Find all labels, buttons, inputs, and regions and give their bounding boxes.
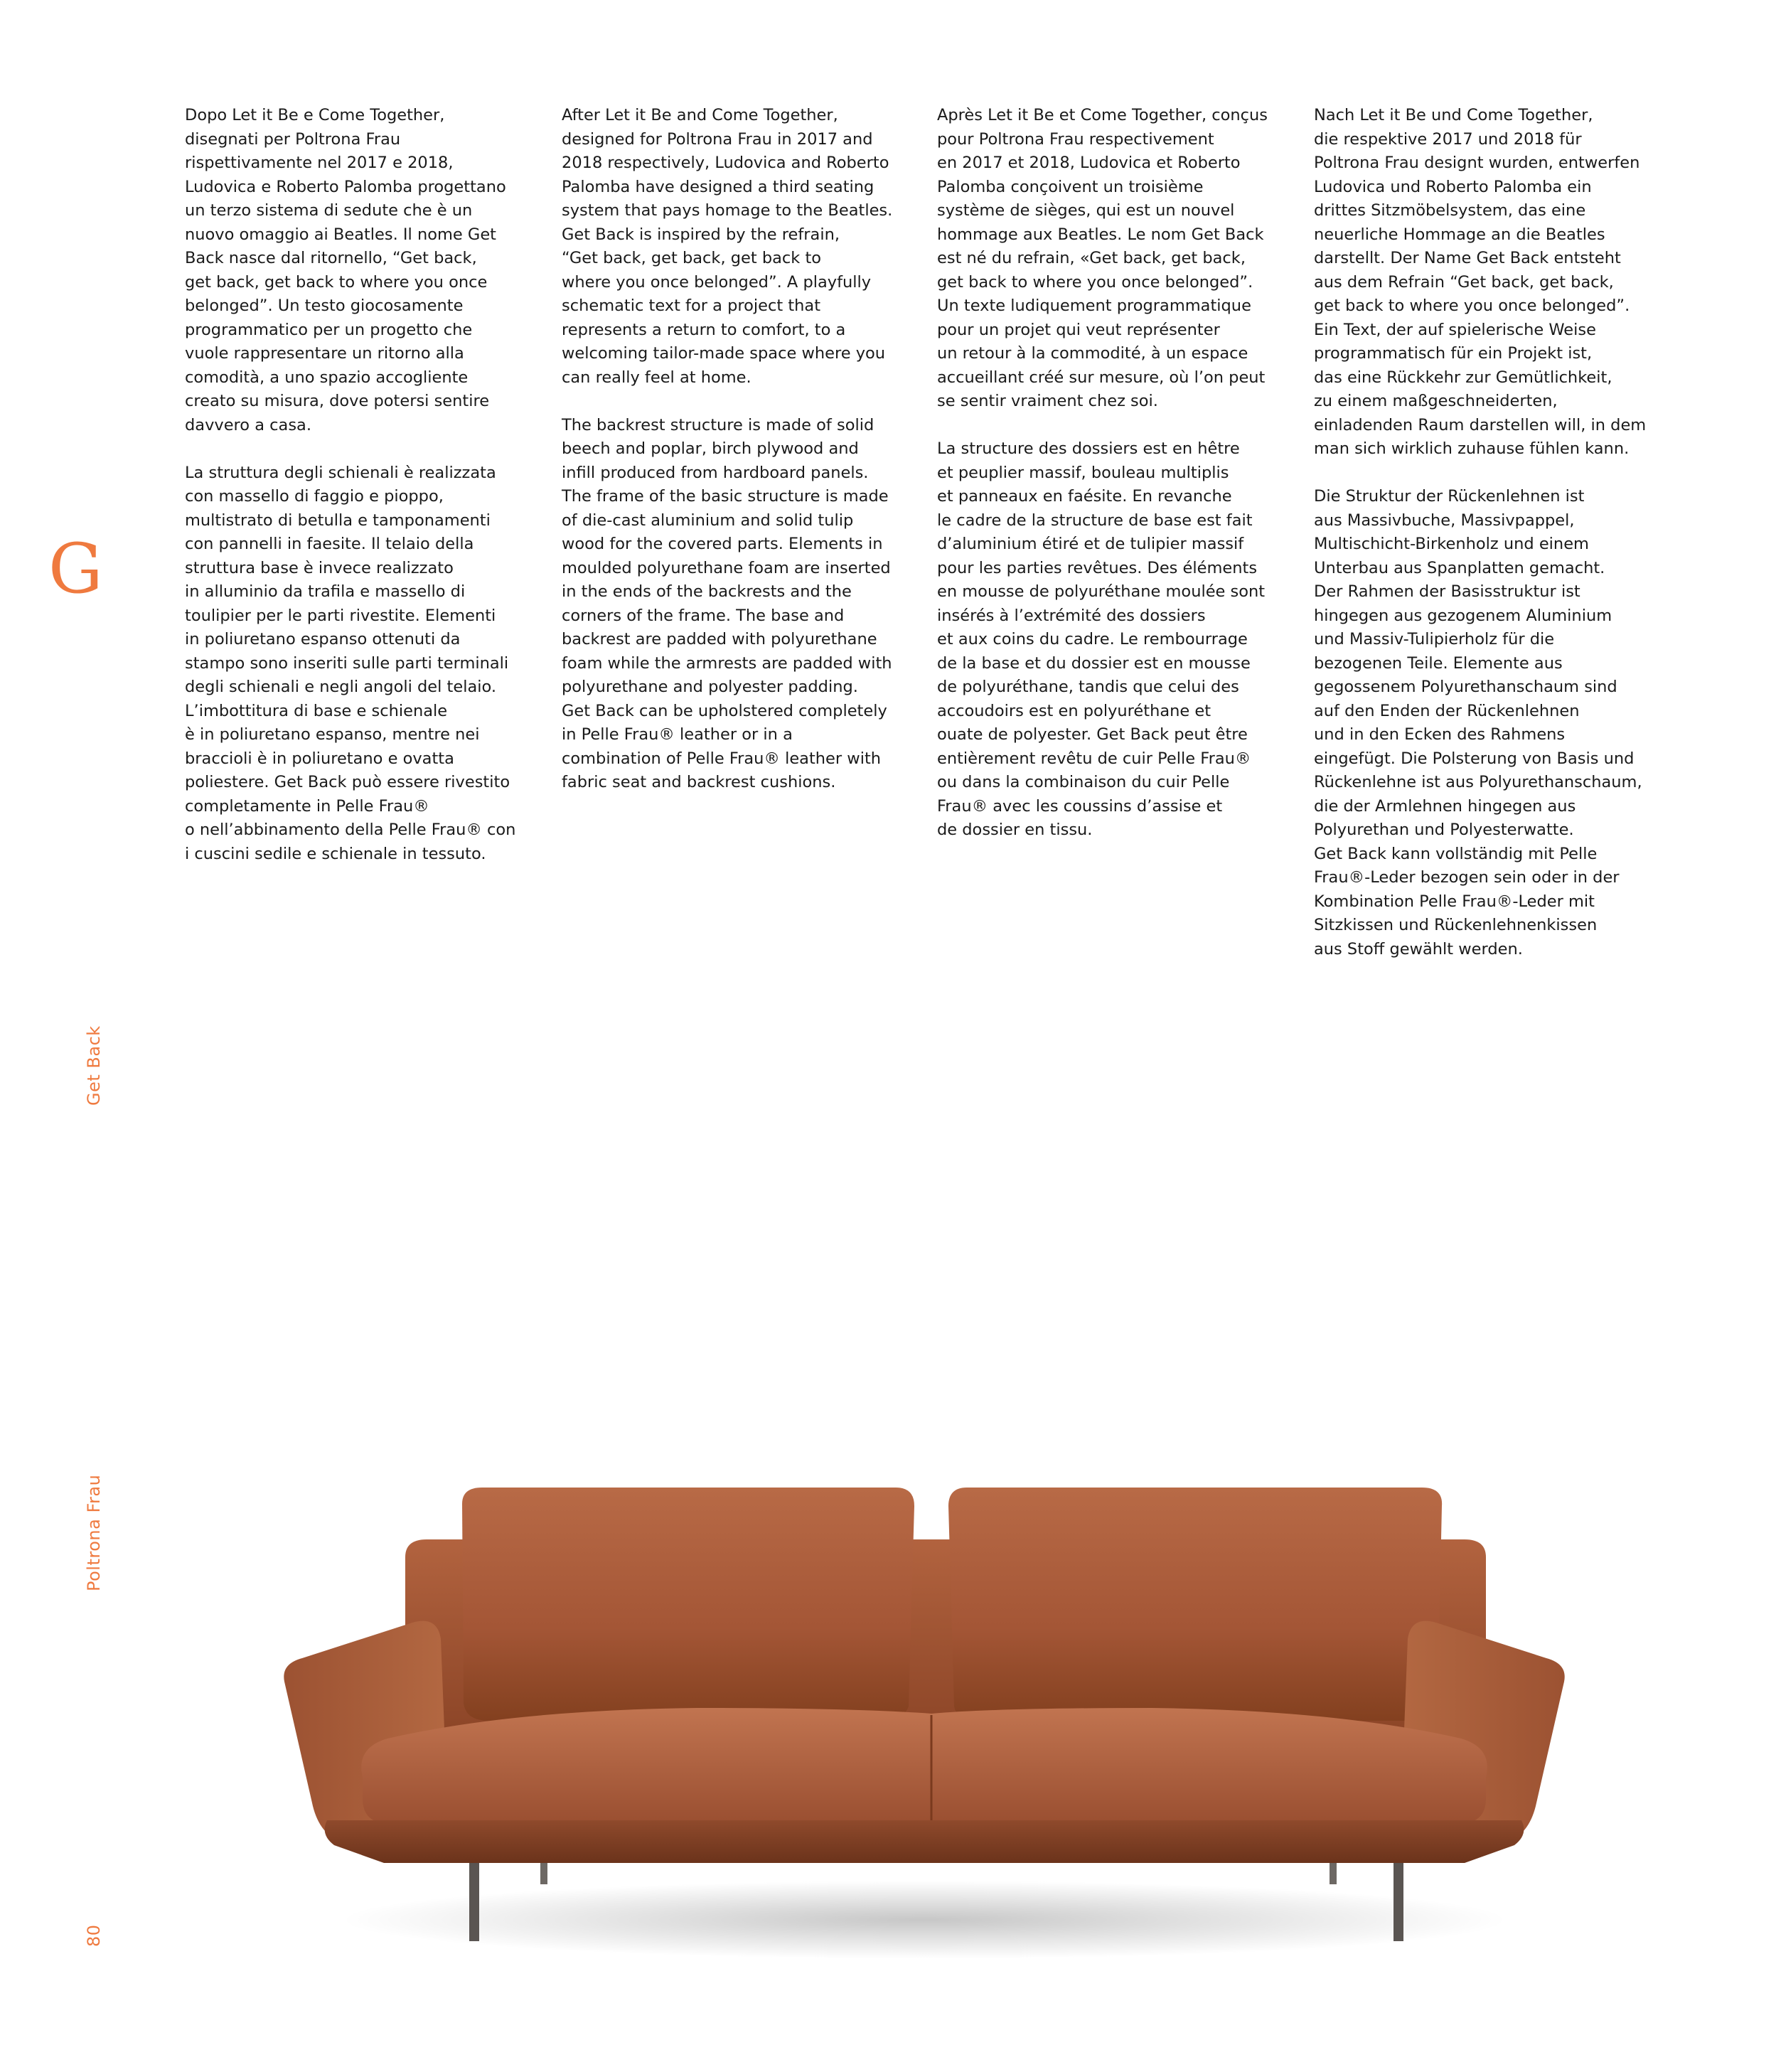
sofa-base [325, 1820, 1524, 1863]
section-title-vertical: Get Back [84, 1025, 104, 1106]
english-paragraph-structure: The backrest structure is made of solid beech and poplar, birch plywood and infill produced from hardboard panels. The frame of the basic structure is made of die-cast aluminium and solid tulip wood for the covered parts. Elements in moulded polyurethane foam are inserted in the ends of the backrests and the corners of the frame. The base and backrest are padded with polyurethane foam while the armrests are padded with polyurethane and polyester padding. Get Back can be upholstered completely in Pelle Frau® leather or in a combination of Pelle Frau® leather with fabric seat and backrest cushions. [562, 415, 892, 791]
italian-paragraph-structure: La struttura degli schienali è realizzata con massello di faggio e pioppo, multistrato di betulla e tamponamenti con pannelli in faesite. Il telaio della struttura base è invece realizzato in alluminio da trafila e massello di toulipier per le parti rivestite. Elementi in poliuretano espanso ottenuti da stampo sono inseriti sulle parti terminali degli schienali e negli angoli del telaio. L’imbottitura di base e schienale è in poliuretano espanso, mentre nei braccioli è in poliuretano e ovatta poliestere. Get Back può essere rivestito completamente in Pelle Frau® o nell’abbinamento della Pelle Frau® con i cuscini sedile e schienale in tessuto. [185, 463, 516, 863]
english-text-column [562, 104, 917, 818]
leather-sofa-image [213, 1436, 1635, 1977]
german-text-column [1314, 104, 1669, 986]
french-paragraph-structure: La structure des dossiers est en hêtre et peuplier massif, bouleau multiplis et panneaux en faésite. En revanche le cadre de la structure de base est fait d’aluminium étiré et de tulipier massif pour les parties revêtues. Des éléments en mousse de polyuréthane moulée sont insérés à l’extrémité des dossiers et aux coins du cadre. Le rembourrage de la base et du dossier est en mousse de polyuréthane, tandis que celui des accoudoirs est en polyuréthane et ouate de polyester. Get Back peut être entièrement revêtu de cuir Pelle Frau® ou dans la combinaison du cuir Pelle Frau® avec les coussins d’assise et de dossier en tissu. [937, 439, 1266, 839]
back-cushion-right [948, 1488, 1442, 1721]
french-text-column [937, 104, 1293, 866]
italian-paragraph-intro: Dopo Let it Be e Come Together, disegnati per Poltrona Frau rispettivamente nel 2017 e 2018, Ludovica e Roberto Palomba progettano un terzo sistema di sedute che è un nuovo omaggio ai Beatles. Il nome Get Back nasce dal ritornello, “Get back, get back, get back to where you once belonged”. Un testo giocosamente programmatico per un progetto che vuole rappresentare un ritorno alla comodità, a uno spazio accogliente creato su misura, dove potersi sentire davvero a casa. [185, 106, 506, 434]
german-paragraph-structure: Die Struktur der Rückenlehnen ist aus Massivbuche, Massivpappel, Multischicht-Birkenholz und einem Unterbau aus Spanplatten gemacht. Der Rahmen der Basisstruktur ist hingegen aus gezogenem Aluminium und Massiv-Tulipierholz für die bezogenen Teile. Elemente aus gegossenem Polyurethanschaum sind auf den Enden der Rückenlehnen und in den Ecken des Rahmens eingefügt. Die Polsterung von Basis und Rückenlehne ist aus Polyurethanschaum, die der Armlehnen hingegen aus Polyurethan und Polyesterwatte. Get Back kann vollständig mit Pelle Frau®-Leder bezogen sein oder in der Kombination Pelle Frau®-Leder mit Sitzkissen und Rückenlehnenkissen aus Stoff gewählt werden. [1314, 487, 1642, 958]
section-initial-letter: G [48, 529, 103, 609]
english-paragraph-intro: After Let it Be and Come Together, designed for Poltrona Frau in 2017 and 2018 respectively, Ludovica and Roberto Palomba have designed a third seating system that pays homage to the Beatles. Get Back is inspired by the refrain, “Get back, get back, get back to where you once belonged”. A playfully schematic text for a project that represents a return to comfort, to a welcoming tailor-made space where you can really feel at home. [562, 106, 893, 387]
brand-name-vertical: Poltrona Frau [84, 1474, 104, 1591]
french-paragraph-intro: Après Let it Be et Come Together, conçus pour Poltrona Frau respectivement en 2017 et 2018, Ludovica et Roberto Palomba conçoivent un troisième système de sièges, qui est un nouvel hommage aux Beatles. Le nom Get Back est né du refrain, «Get back, get back, get back to where you once belonged”. Un texte ludiquement programmatique pour un projet qui veut représenter un retour à la commodité, à un espace accueillant créé sur mesure, où l’on peut se sentir vraiment chez soi. [937, 106, 1268, 410]
italian-text-column [185, 104, 540, 890]
page-number: 80 [84, 1924, 104, 1947]
german-paragraph-intro: Nach Let it Be und Come Together, die respektive 2017 und 2018 für Poltrona Frau designt wurden, entwerfen Ludovica und Roberto Palomba ein drittes Sitzmöbelsystem, das eine neuerliche Hommage an die Beatles darstellt. Der Name Get Back entsteht aus dem Refrain “Get back, get back, get back to where you once belonged”. Ein Text, der auf spielerische Weise programmatisch für ein Projekt ist, das eine Rückkehr zur Gemütlichkeit, zu einem maßgeschneiderten, einladenden Raum darstellen will, in dem man sich wirklich zuhause fühlen kann. [1314, 106, 1647, 458]
back-cushion-left [462, 1488, 914, 1721]
sofa-product-photo [213, 1436, 1635, 1977]
